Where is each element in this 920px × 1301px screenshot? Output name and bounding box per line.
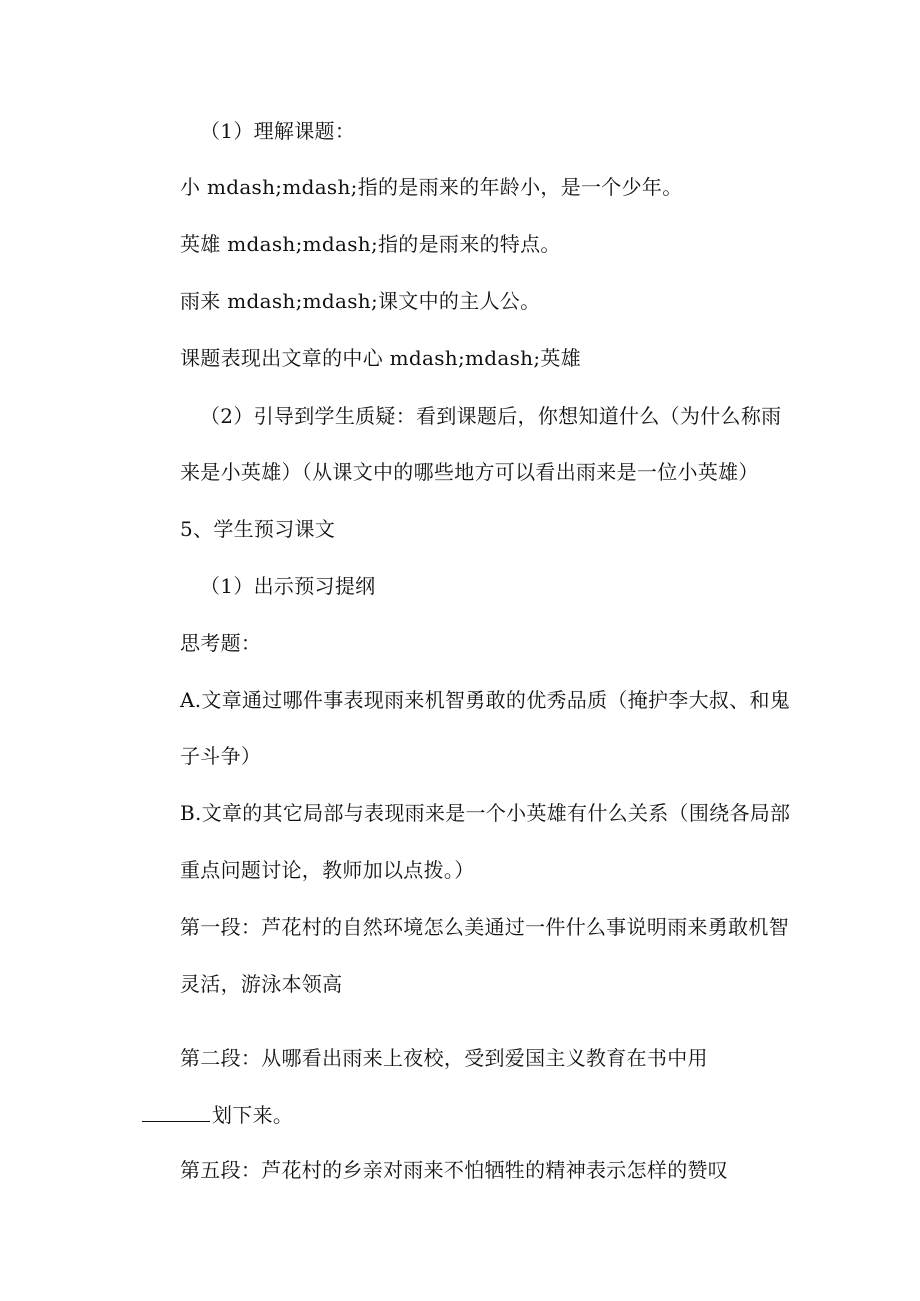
fill-in-blank xyxy=(142,1103,210,1122)
paragraph-line: 课题表现出文章的中心 mdash;mdash;英雄 xyxy=(180,346,582,370)
paragraph-line: 划下来。 xyxy=(212,1103,294,1127)
paragraph-line: 来是小英雄）（从课文中的哪些地方可以看出雨来是一位小英雄） xyxy=(180,460,759,484)
paragraph-line: 灵活，游泳本领高 xyxy=(180,972,343,996)
blank-line xyxy=(142,1103,293,1127)
paragraph-line: 第一段：芦花村的自然环境怎么美通过一件什么事说明雨来勇敢机智 xyxy=(180,915,789,939)
paragraph-line: 重点问题讨论，教师加以点拨。） xyxy=(180,858,475,882)
paragraph-line: （1）理解课题： xyxy=(200,119,356,143)
paragraph-line: 小 mdash;mdash;指的是雨来的年龄小，是一个少年。 xyxy=(180,175,683,199)
paragraph-line: B.文章的其它局部与表现雨来是一个小英雄有什么关系（围绕各局部 xyxy=(180,801,791,825)
paragraph-line: 子斗争） xyxy=(180,744,262,768)
paragraph-line: （2）引导到学生质疑：看到课题后，你想知道什么（为什么称雨 xyxy=(200,404,782,428)
paragraph-line: 第二段：从哪看出雨来上夜校，受到爱国主义教育在书中用 xyxy=(180,1046,708,1070)
paragraph-line: 第五段：芦花村的乡亲对雨来不怕牺牲的精神表示怎样的赞叹 xyxy=(180,1158,729,1182)
paragraph-line: 思考题： xyxy=(180,631,262,655)
paragraph-line: 英雄 mdash;mdash;指的是雨来的特点。 xyxy=(180,232,561,256)
paragraph-line: （1）出示预习提纲 xyxy=(200,574,376,598)
paragraph-line: A.文章通过哪件事表现雨来机智勇敢的优秀品质（掩护李大叔、和鬼 xyxy=(180,688,791,712)
paragraph-line: 雨来 mdash;mdash;课文中的主人公。 xyxy=(180,289,541,313)
paragraph-line: 5、学生预习课文 xyxy=(180,517,336,541)
